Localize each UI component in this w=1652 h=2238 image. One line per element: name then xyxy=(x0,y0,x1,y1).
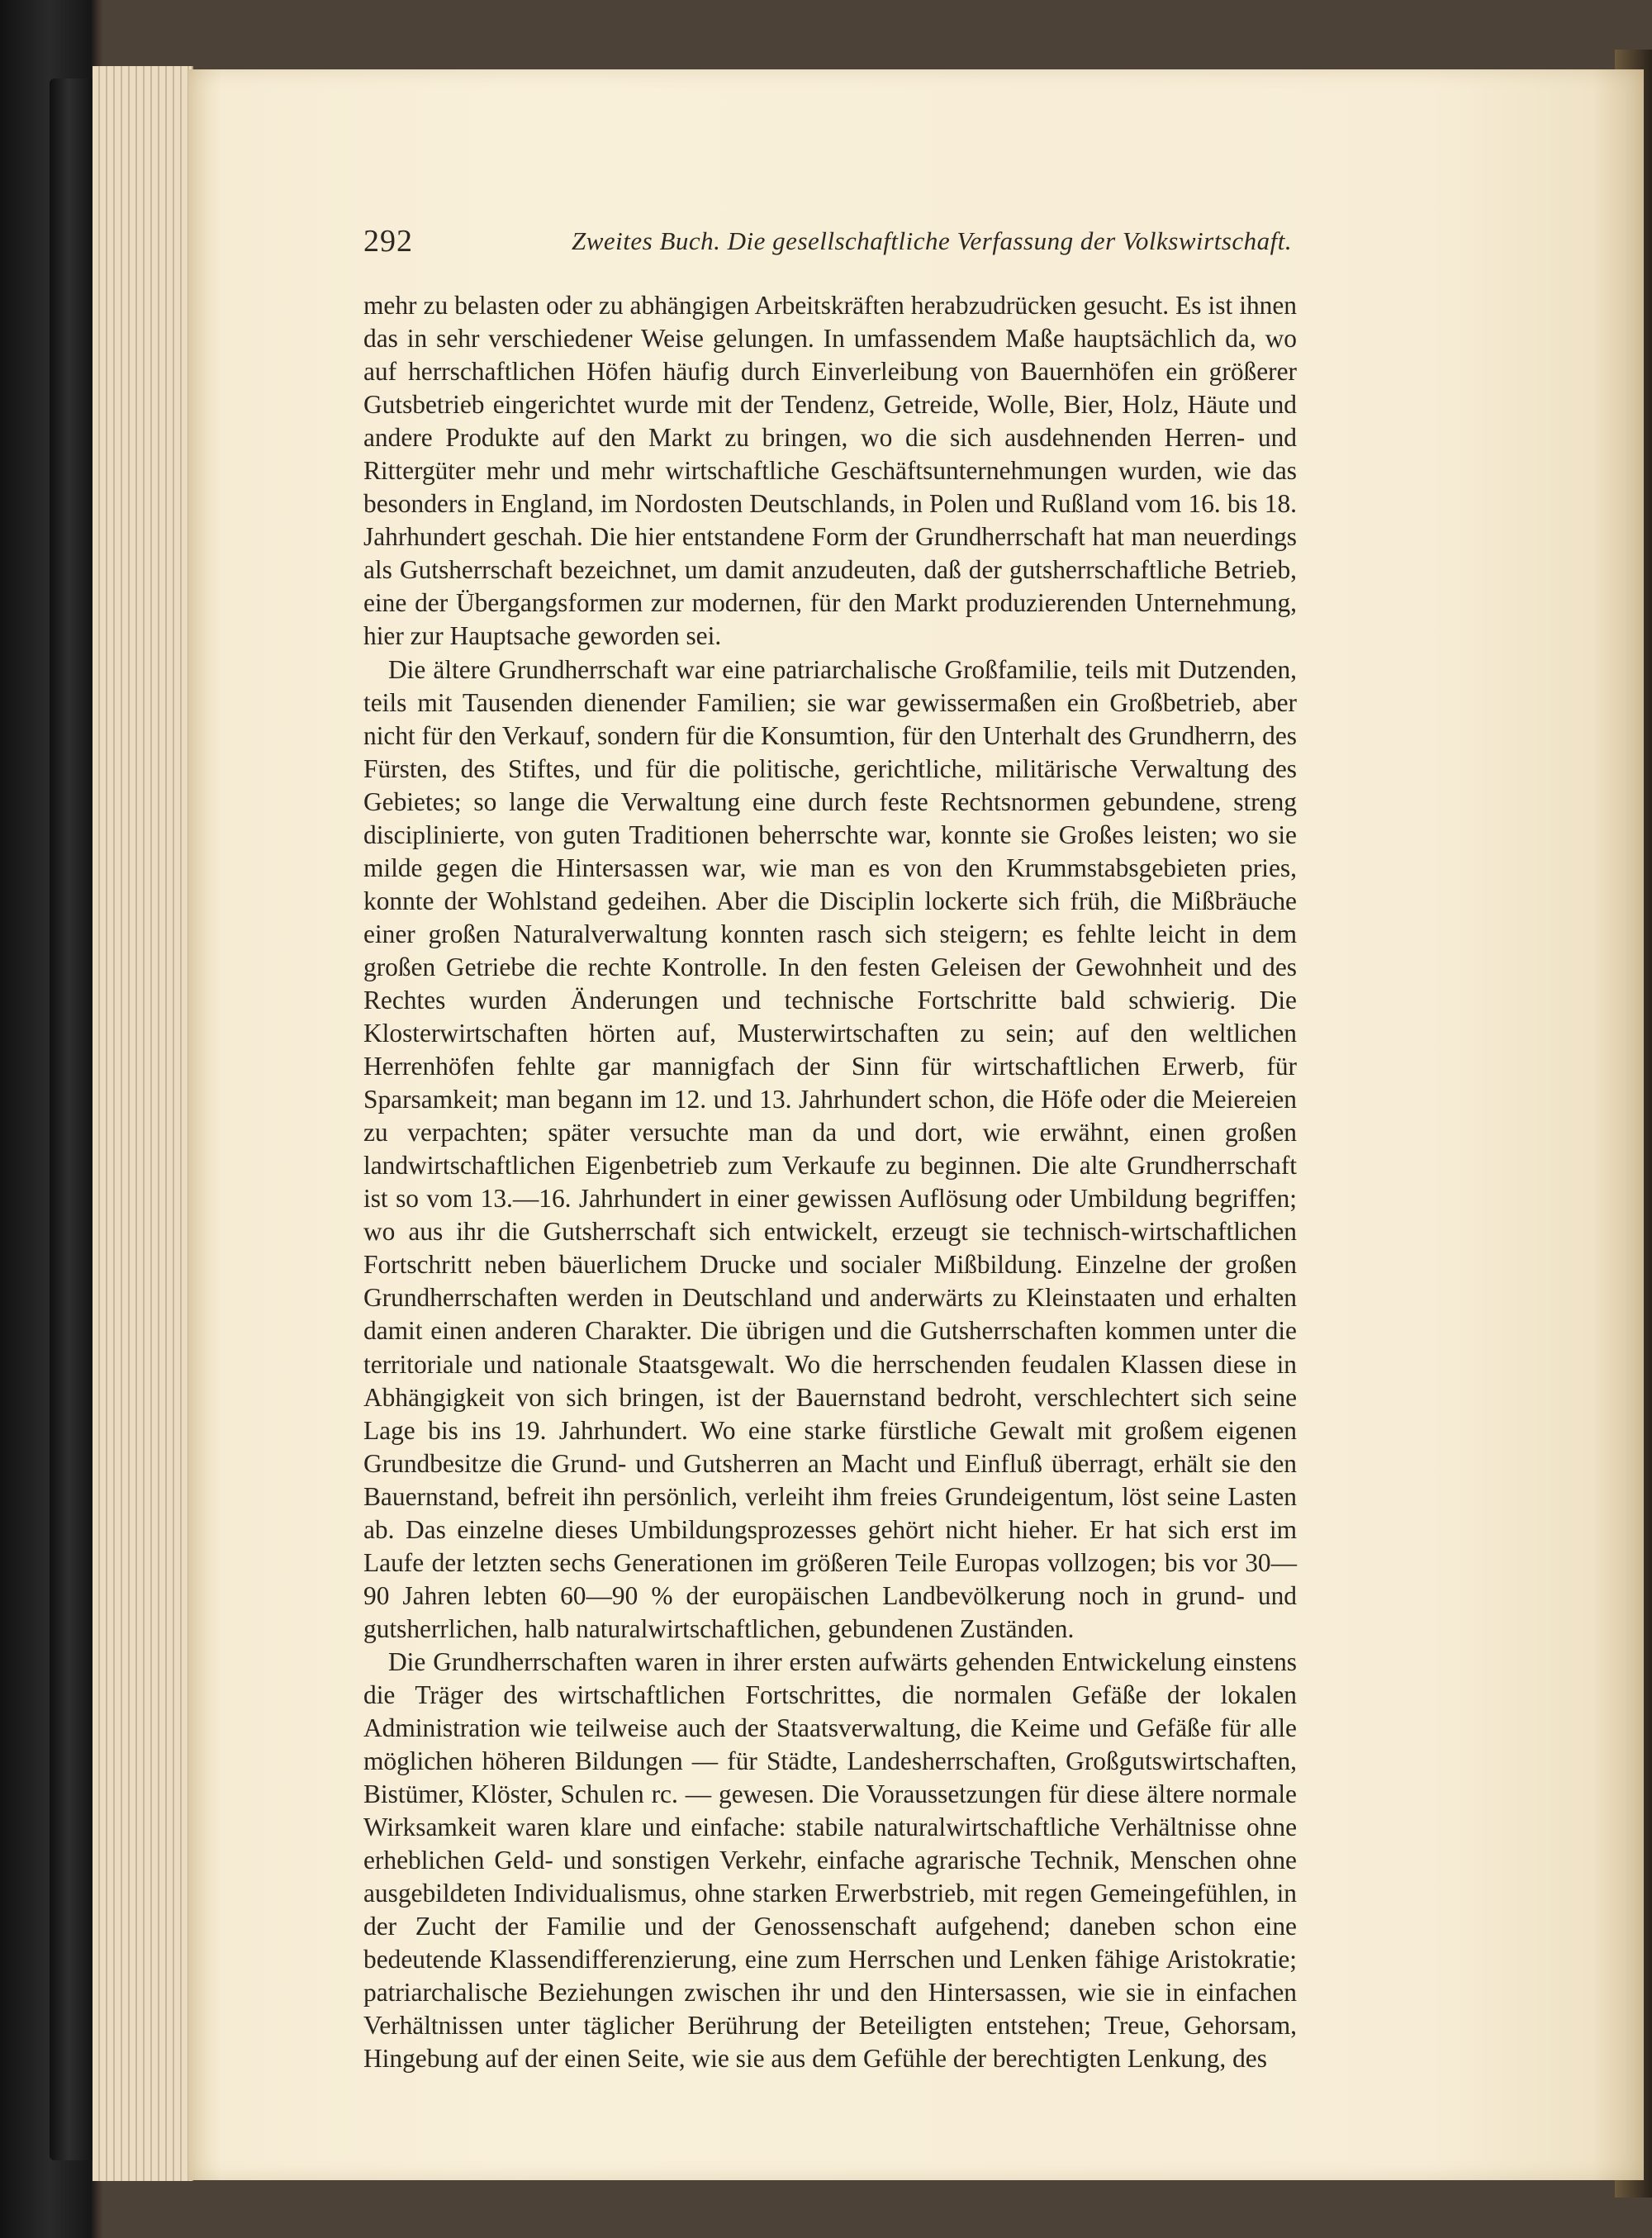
body-text xyxy=(363,289,1297,2076)
paragraph-2: Die ältere Grundherrschaft war eine patriarchalische Großfamilie, teils mit Dutzenden, teils mit Tausenden dienender Familien; sie war gewissermaßen ein Großbetrieb, aber nicht für den Verkauf, sondern für die Konsumtion, für den Unterhalt des Grundherrn, des Fürsten, des Stiftes, und für die politische, gerichtliche, militärische Verwaltung des Gebietes; so lange die Verwaltung eine durch feste Rechtsnormen gebundene, streng disciplinierte, von guten Traditionen beherrschte war, konnte sie Großes leisten; wo sie milde gegen die Hintersassen war, wie man es von den Krummstabsgebieten pries, konnte der Wohlstand gedeihen. Aber die Disciplin lockerte sich früh, die Mißbräuche einer großen Naturalverwaltung konnten rasch sich steigern; es fehlte leicht in dem großen Getriebe die rechte Kontrolle. In den festen Geleisen der Gewohnheit und des Rechtes wurden Änderungen und technische Fortschritte bald schwierig. Die Klosterwirtschaften hörten auf, Musterwirtschaften zu sein; auf den weltlichen Herrenhöfen fehlte gar mannigfach der Sinn für wirtschaftlichen Erwerb, für Sparsamkeit; man begann im 12. und 13. Jahrhundert schon, die Höfe oder die Meiereien zu verpachten; später versuchte man da und dort, wie erwähnt, einen großen landwirtschaftlichen Eigenbetrieb zum Verkaufe zu beginnen. Die alte Grundherrschaft ist so vom 13.—16. Jahrhundert in einer gewissen Auflösung oder Umbildung begriffen; wo aus ihr die Gutsherrschaft sich entwickelt, erzeugt sie technisch-wirtschaftlichen Fortschritt neben bäuerlichem Drucke und socialer Mißbildung. Einzelne der großen Grundherrschaften werden in Deutschland und anderwärts zu Kleinstaaten und erhalten damit einen anderen Charakter. Die übrigen und die Gutsherrschaften kommen unter die territoriale und nationale Staatsgewalt. Wo die herrschenden feudalen Klassen diese in Abhängigkeit von sich bringen, ist der Bauernstand bedroht, verschlechtert sich seine Lage bis ins 19. Jahrhundert. Wo eine starke fürstliche Gewalt mit großem eigenen Grundbesitze die Grund- und Gutsherren an Macht und Einfluß überragt, erhält sie den Bauernstand, befreit ihn persönlich, verleiht ihm freies Grundeigentum, löst seine Lasten ab. Das einzelne dieses Umbildungsprozesses gehört nicht hieher. Er hat sich erst im Laufe der letzten sechs Generationen im größeren Teile Europas vollzogen; bis vor 30—90 Jahren lebten 60—90 % der europäischen Landbevölkerung noch in grund- und gutsherrlichen, halb naturalwirtschaftlichen, gebundenen Zuständen. xyxy=(363,654,1297,1643)
page-header xyxy=(363,223,1297,268)
running-title: Zweites Buch. Die gesellschaftliche Verfassung der Volkswirtschaft. xyxy=(572,226,1293,255)
page-number: 292 xyxy=(363,224,413,259)
book-spine xyxy=(50,78,97,2160)
paragraph-1: mehr zu belasten oder zu abhängigen Arbeitskräften herabzudrücken gesucht. Es ist ihnen das in sehr verschiedener Weise gelungen. In umfassendem Maße hauptsächlich da, wo auf herrschaftlichen Höfen häufig durch Einverleibung von Bauernhöfen ein größerer Gutsbetrieb eingerichtet wurde mit der Tendenz, Getreide, Wolle, Bier, Holz, Häute und andere Produkte auf den Markt zu bringen, wo die sich ausdehnenden Herren- und Rittergüter mehr und mehr wirtschaftliche Geschäftsunternehmungen wurden, wie das besonders in England, im Nordosten Deutschlands, in Polen und Rußland vom 16. bis 18. Jahrhundert geschah. Die hier entstandene Form der Grundherrschaft hat man neuerdings als Gutsherrschaft bezeichnet, um damit anzudeuten, daß der gutsherrschaftliche Betrieb, eine der Übergangsformen zur modernen, für den Markt produzierenden Unternehmung, hier zur Hauptsache geworden sei. xyxy=(363,291,1297,651)
paragraph-3: Die Grundherrschaften waren in ihrer ersten aufwärts gehenden Entwickelung einstens die Träger des wirtschaftlichen Fortschrittes, die normalen Gefäße der lokalen Administration wie teilweise auch der Staatsverwaltung, die Keime und Gefäße für alle möglichen höheren Bildungen — für Städte, Landesherrschaften, Großgutswirtschaften, Bistümer, Klöster, Schulen rc. — gewesen. Die Voraussetzungen für diese ältere normale Wirksamkeit waren klare und einfache: stabile naturalwirtschaftliche Verhältnisse ohne erheblichen Geld- und sonstigen Verkehr, einfache agrarische Technik, Menschen ohne ausgebildeten Individualismus, ohne starken Erwerbstrieb, mit regen Gemeingefühlen, in der Zucht der Familie und der Genossenschaft aufgehend; daneben schon eine bedeutende Klassendifferenzierung, eine zum Herrschen und Lenken fähige Aristokratie; patriarchalische Beziehungen zwischen ihr und den Hintersassen, wie sie in einfachen Verhältnissen unter täglicher Berührung der Beteiligten entstehen; Treue, Gehorsam, Hingebung auf der einen Seite, wie sie aus dem Gefühle der berechtigten Lenkung, des xyxy=(363,1646,1297,2074)
page-edges xyxy=(93,66,193,2181)
